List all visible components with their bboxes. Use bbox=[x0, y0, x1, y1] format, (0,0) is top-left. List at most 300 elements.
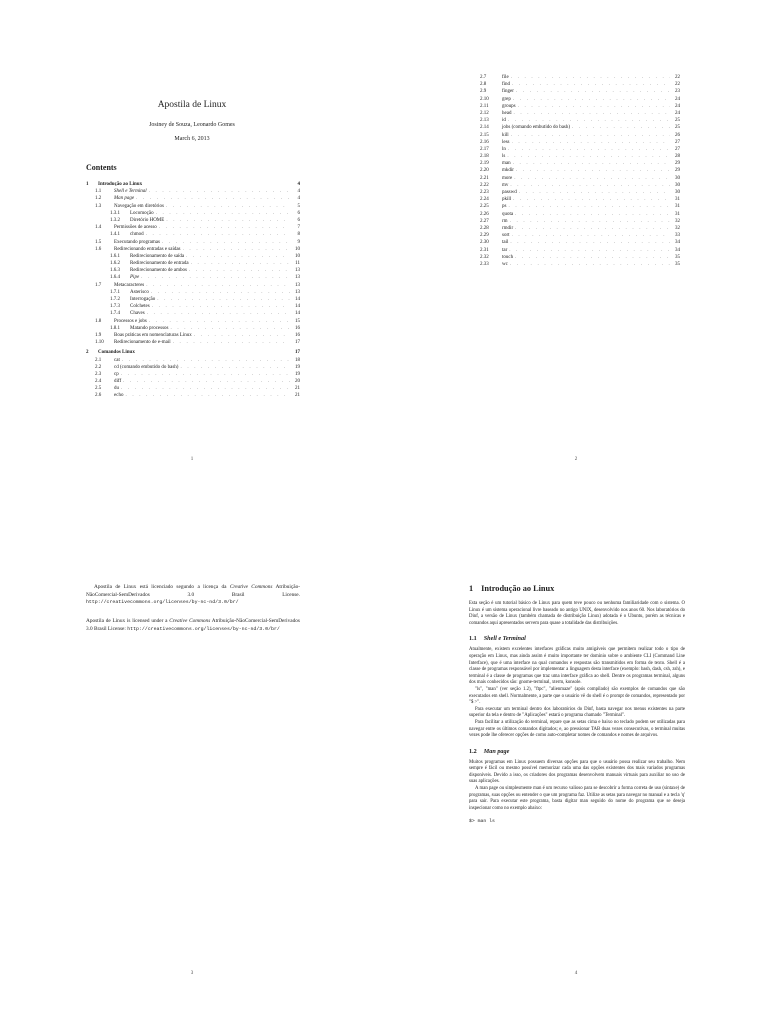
toc-entry[interactable] bbox=[86, 282, 300, 289]
command-example: $> man ls bbox=[469, 819, 495, 825]
toc-entry-number: 1 bbox=[86, 182, 89, 187]
toc-entry-number: 2.14 bbox=[480, 125, 489, 131]
toc-entry-label: Asterisco bbox=[130, 289, 149, 295]
toc-entry-number: 2.32 bbox=[480, 254, 489, 260]
toc-entry-page: 22 bbox=[675, 82, 680, 88]
toc-entry-number: 2.19 bbox=[480, 161, 489, 167]
toc-entry-number: 1.6.2 bbox=[110, 261, 120, 267]
toc-entry-number: 1.1 bbox=[95, 189, 102, 195]
toc-entry-page: 18 bbox=[295, 357, 300, 363]
toc-entry-number: 2.31 bbox=[480, 247, 489, 253]
toc-leader-dots bbox=[125, 392, 290, 399]
toc-leader-dots bbox=[511, 74, 670, 81]
toc-entry-page: 16 bbox=[295, 325, 300, 331]
toc-entry-number: 1.5 bbox=[95, 239, 102, 245]
toc-entry-label: passwd bbox=[502, 190, 517, 195]
toc-leader-dots bbox=[510, 239, 670, 246]
license-notice-pt bbox=[86, 584, 300, 607]
toc-entry-label: head bbox=[502, 110, 512, 116]
toc-entry-label: ln bbox=[502, 146, 506, 152]
section-heading-1 bbox=[469, 584, 685, 593]
toc-leader-dots bbox=[513, 110, 670, 117]
toc-entry-number: 1.7.3 bbox=[110, 304, 120, 310]
toc-entry-page: 32 bbox=[675, 225, 680, 231]
toc-entry[interactable] bbox=[86, 253, 300, 260]
toc-leader-dots bbox=[189, 267, 290, 274]
toc-entry-page: 4 bbox=[297, 182, 300, 187]
toc-entry-page: 16 bbox=[295, 332, 300, 338]
toc-leader-dots bbox=[136, 195, 290, 202]
toc-entry-label: Redirecionamento de ambos bbox=[130, 268, 187, 274]
toc-entry-page: 21 bbox=[295, 386, 300, 392]
toc-entry[interactable] bbox=[480, 146, 680, 153]
toc-entry-label: sort bbox=[502, 233, 510, 239]
toc-entry-page: 7 bbox=[297, 225, 300, 231]
toc-entry[interactable] bbox=[86, 296, 300, 303]
toc-entry[interactable] bbox=[86, 332, 300, 339]
toc-leader-dots bbox=[518, 103, 670, 110]
toc-entry-label: Processos e jobs bbox=[114, 318, 147, 324]
toc-entry-label: quota bbox=[502, 211, 514, 217]
toc-entry[interactable] bbox=[86, 371, 300, 378]
license-en-url[interactable]: http://creativecommons.org/licenses/by-nc-nd/3.0/br/ bbox=[127, 626, 280, 632]
toc-entry-number: 2.27 bbox=[480, 218, 489, 224]
toc-entry-label: Redirecionamento de entrada bbox=[130, 261, 189, 267]
toc-entry-label: rm bbox=[502, 218, 508, 224]
toc-entry[interactable] bbox=[480, 96, 680, 103]
toc-entry-page: 25 bbox=[675, 125, 680, 131]
section-title: Introdução ao Linux bbox=[481, 584, 555, 593]
toc-entry-number: 2.2 bbox=[95, 364, 102, 370]
toc-entry-number: 2.29 bbox=[480, 233, 489, 239]
page-number: 1 bbox=[190, 457, 194, 462]
document-date: March 6, 2013 bbox=[174, 136, 210, 142]
toc-entry[interactable] bbox=[480, 88, 680, 95]
toc-entry-number: 1.7.1 bbox=[110, 289, 120, 295]
toc-entry-label: Permissões de acesso bbox=[114, 225, 157, 231]
toc-entry-label: touch bbox=[502, 254, 514, 260]
document-title: Apostila de Linux bbox=[157, 100, 227, 110]
license-notice-en bbox=[86, 618, 300, 633]
toc-entry-page: 27 bbox=[675, 146, 680, 152]
license-pt-rest: Atribuição-NãoComercial-SemDerivados 3.0 Brasil License. bbox=[86, 584, 300, 598]
toc-entry[interactable] bbox=[86, 364, 300, 371]
toc-entry-label: finger bbox=[502, 89, 514, 95]
toc-entry[interactable] bbox=[480, 211, 680, 218]
toc-entry-page: 32 bbox=[675, 218, 680, 224]
toc-entry[interactable] bbox=[480, 189, 680, 196]
toc-entry-number: 1.9 bbox=[95, 332, 102, 338]
toc-entry-page: 14 bbox=[295, 297, 300, 302]
toc-entry[interactable] bbox=[86, 231, 300, 238]
toc-entry-number: 2.13 bbox=[480, 118, 489, 124]
toc-entry-number: 2.9 bbox=[480, 89, 487, 95]
toc-leader-dots bbox=[519, 189, 670, 196]
toc-leader-dots bbox=[157, 296, 290, 303]
toc-entry[interactable] bbox=[480, 167, 680, 174]
toc-entry[interactable] bbox=[480, 247, 680, 254]
toc-entry[interactable] bbox=[86, 318, 300, 325]
toc-entry-number: 1.6.1 bbox=[110, 253, 120, 259]
toc-leader-dots bbox=[156, 210, 290, 217]
toc-leader-dots bbox=[186, 253, 290, 260]
toc-entry-label: Pipe bbox=[130, 275, 140, 281]
toc-entry-page: 13 bbox=[295, 268, 300, 274]
toc-entry-page: 21 bbox=[295, 393, 300, 399]
toc-entry[interactable] bbox=[480, 261, 680, 268]
toc-entry-page: 15 bbox=[295, 318, 300, 324]
page-4 bbox=[384, 512, 768, 1024]
toc-entry[interactable] bbox=[86, 203, 300, 210]
toc-entry-page: 19 bbox=[295, 364, 300, 370]
shell-paragraph-1: Atualmente, existem excelentes interfaces gráficas muito amigáveis que permitem realizar todo o tipo de operação em Linux, mas ainda assim é muito importante ter domínio sobre o ambiente CLI (Command Line Interface), que é uma interface na qual comandos e respostas são transmitidos em forma de texto. Shell é a classe de programas responsável por implementar a linguagem desta interface (exemplo: bash, dash, csh, zsh), e terminal é a classe de programas que traz uma interface gráfica ao shell. Dentre os programas terminal, alguns dos mais conhecidos são: gnome-terminal, xterm, konsole. bbox=[469, 647, 685, 686]
toc-entry[interactable] bbox=[480, 175, 680, 182]
toc-entry-label: Redirecionando entradas e saídas bbox=[114, 246, 181, 252]
toc-entry-page: 28 bbox=[675, 154, 680, 160]
toc-entry-label: kill bbox=[502, 132, 509, 138]
toc-entry-page: 24 bbox=[675, 103, 680, 109]
toc-entry-page: 29 bbox=[675, 161, 680, 167]
toc-entry-number: 1.10 bbox=[95, 340, 104, 346]
page-number: 4 bbox=[574, 971, 578, 976]
toc-leader-dots bbox=[166, 217, 290, 224]
toc-entry-page: 5 bbox=[297, 203, 300, 209]
toc-entry-label: Redirecionamento de saída bbox=[130, 253, 185, 259]
toc-leader-dots bbox=[514, 175, 670, 182]
toc-entry-number: 1.3.2 bbox=[110, 217, 120, 223]
toc-entry[interactable] bbox=[86, 224, 300, 231]
subsection-title: Man page bbox=[483, 747, 510, 755]
toc-entry-label: Boas práticas em nomenclaturas Linux bbox=[114, 332, 192, 338]
toc-leader-dots bbox=[162, 239, 290, 246]
toc-leader-dots bbox=[507, 153, 670, 160]
toc-leader-dots bbox=[121, 385, 290, 392]
toc-entry-page: 34 bbox=[675, 247, 680, 253]
shell-paragraph-3: Para executar um terminal dentro dos laboratórios do Dinf, basta navegar nos menus existentes na parte superior da tela e dentro de "Aplicações" estará o programa chamado "Terminal". bbox=[469, 706, 685, 719]
toc-entry[interactable] bbox=[480, 232, 680, 239]
toc-entry-label: mkdir bbox=[502, 168, 514, 174]
toc-entry-number: 2.12 bbox=[480, 110, 489, 116]
license-en-lead: Apostila de Linux is licensed under a bbox=[86, 618, 170, 624]
toc-entry-label: Redirecionamento de e-mail bbox=[114, 340, 171, 346]
toc-entry[interactable] bbox=[480, 117, 680, 124]
toc-leader-dots bbox=[149, 188, 290, 195]
chapter-body bbox=[469, 584, 685, 824]
toc-entry[interactable] bbox=[86, 239, 300, 246]
toc-leader-dots bbox=[159, 224, 290, 231]
toc-entry[interactable] bbox=[480, 203, 680, 210]
page-3 bbox=[0, 512, 384, 1024]
toc-entry-page: 25 bbox=[675, 118, 680, 124]
toc-entry-label: tail bbox=[502, 240, 509, 246]
toc-entry[interactable] bbox=[86, 289, 300, 296]
toc-leader-dots bbox=[149, 318, 290, 325]
toc-entry-number: 2.16 bbox=[480, 139, 489, 145]
toc-leader-dots bbox=[122, 357, 290, 364]
toc-entry-label: chmod bbox=[130, 232, 144, 238]
toc-entry-page: 35 bbox=[675, 261, 680, 267]
toc-entry[interactable] bbox=[86, 267, 300, 274]
toc-leader-dots bbox=[516, 88, 670, 95]
toc-leader-dots bbox=[512, 81, 670, 88]
toc-entry-label: jobs (comando embutido do bash) bbox=[502, 125, 571, 131]
toc-entry-page: 17 bbox=[295, 340, 300, 346]
toc-entry-page: 24 bbox=[675, 110, 680, 116]
toc-entry-label: Executando programas bbox=[114, 239, 160, 245]
toc-entry-number: 1.4.1 bbox=[110, 232, 120, 238]
toc-entry-label: diff bbox=[114, 379, 122, 385]
toc-entry-label: Navegação em diretórios bbox=[114, 203, 164, 209]
toc-entry-page: 10 bbox=[295, 246, 300, 252]
toc-entry-label: Comandos Linux bbox=[98, 350, 135, 356]
toc-entry[interactable] bbox=[480, 103, 680, 110]
toc-entry-label: rmdir bbox=[502, 225, 514, 231]
license-en-rest: Atribuição-NãoComercial-SemDerivados 3.0 Brasil License: bbox=[86, 618, 300, 632]
section-heading-1-2 bbox=[469, 748, 685, 755]
toc-leader-dots bbox=[515, 225, 670, 232]
toc-entry-number: 2.5 bbox=[95, 386, 102, 392]
toc-entry-number: 2.28 bbox=[480, 225, 489, 231]
toc-entry-number: 2.6 bbox=[95, 393, 102, 399]
license-pt-cc: Creative Commons bbox=[229, 584, 273, 590]
toc-entry[interactable] bbox=[480, 132, 680, 139]
toc-entry[interactable] bbox=[86, 195, 300, 202]
toc-leader-dots bbox=[515, 254, 670, 261]
license-pt-url[interactable]: http://creativecommons.org/licenses/by-nc-nd/3.0/br/ bbox=[86, 600, 239, 606]
toc-entry-number: 2.22 bbox=[480, 182, 489, 188]
toc-leader-dots bbox=[508, 203, 670, 210]
toc-entry-page: 29 bbox=[675, 168, 680, 174]
toc-entry-page: 17 bbox=[295, 350, 300, 356]
toc-entry-label: Interrogação bbox=[130, 297, 156, 302]
toc-entry[interactable] bbox=[480, 254, 680, 261]
toc-entry-label: man bbox=[502, 161, 511, 167]
toc-leader-dots bbox=[152, 303, 290, 310]
toc-entry-page: 14 bbox=[295, 311, 300, 317]
table-of-contents-continued bbox=[480, 74, 680, 268]
toc-entry-label: Man page bbox=[114, 196, 135, 202]
toc-leader-dots bbox=[173, 339, 290, 346]
intro-paragraph: Esta seção é um tutorial básico de Linux para quem teve pouco ou nenhuma familiaridade com o sistema. O Linux é um sistema operacional livre baseado no antigo UNIX, desenvolvido nos anos 60. Nos laboratórios do Dinf, a versão de Linux (também chamada de distribuição Linux) adotada é o Ubuntu, porém as técnicas e comandos aqui apresentados servem para quase a totalidade das distribuições. bbox=[469, 601, 685, 626]
toc-entry-number: 2.11 bbox=[480, 103, 489, 109]
toc-entry-page: 31 bbox=[675, 211, 680, 217]
toc-entry-page: 26 bbox=[675, 132, 680, 138]
toc-entry-number: 1.7.4 bbox=[110, 311, 120, 317]
toc-entry[interactable] bbox=[86, 210, 300, 217]
toc-entry[interactable] bbox=[86, 385, 300, 392]
toc-entry-label: mv bbox=[502, 182, 509, 188]
toc-entry-label: less bbox=[502, 139, 510, 145]
page-1 bbox=[0, 0, 384, 512]
toc-entry-number: 2.20 bbox=[480, 168, 489, 174]
toc-leader-dots bbox=[146, 282, 290, 289]
toc-entry-label: Locomoção bbox=[130, 210, 154, 216]
toc-entry-number: 2.8 bbox=[480, 82, 487, 88]
contents-heading: Contents bbox=[86, 163, 117, 172]
toc-entry-number: 2.15 bbox=[480, 132, 489, 138]
toc-entry[interactable] bbox=[86, 310, 300, 317]
page-number: 2 bbox=[574, 457, 578, 462]
toc-leader-dots bbox=[166, 203, 290, 210]
toc-leader-dots bbox=[121, 371, 290, 378]
toc-entry-page: 13 bbox=[295, 289, 300, 295]
toc-entry[interactable] bbox=[480, 182, 680, 189]
toc-leader-dots bbox=[180, 364, 290, 371]
toc-entry[interactable] bbox=[86, 246, 300, 253]
shell-paragraph-2: "ls", "man" (ver seção 1.2), "ftpc", "alienmaze" (após compilado) são exemplos de comandos que são executados em shell. Normalmente, a parte que o usuário vê do shell é o prompt de comandos, representado por "$ >". bbox=[469, 686, 685, 706]
toc-entry-number: 2.30 bbox=[480, 240, 489, 246]
toc-entry-number: 1.4 bbox=[95, 225, 102, 231]
toc-entry-page: 19 bbox=[295, 371, 300, 377]
toc-leader-dots bbox=[508, 146, 670, 153]
toc-entry[interactable] bbox=[480, 218, 680, 225]
toc-entry-page: 4 bbox=[297, 196, 300, 202]
toc-leader-dots bbox=[510, 261, 670, 268]
toc-entry[interactable] bbox=[86, 274, 300, 281]
section-number: 1 bbox=[469, 584, 474, 593]
toc-leader-dots bbox=[513, 196, 670, 203]
toc-leader-dots bbox=[512, 232, 671, 239]
toc-entry-label: echo bbox=[114, 393, 124, 399]
toc-entry-number: 2.10 bbox=[480, 96, 489, 102]
toc-entry-page: 31 bbox=[675, 204, 680, 210]
toc-entry-number: 1.8.1 bbox=[110, 325, 120, 331]
toc-entry-page: 22 bbox=[675, 75, 680, 80]
section-heading-1-1 bbox=[469, 635, 685, 642]
toc-entry[interactable] bbox=[86, 260, 300, 267]
toc-entry-page: 34 bbox=[675, 240, 680, 246]
toc-entry[interactable] bbox=[86, 392, 300, 399]
toc-entry[interactable] bbox=[480, 196, 680, 203]
toc-entry[interactable] bbox=[86, 217, 300, 224]
toc-entry-label: du bbox=[114, 386, 119, 392]
toc-entry-number: 1.6.3 bbox=[110, 268, 120, 274]
toc-entry-page: 4 bbox=[297, 189, 300, 195]
toc-entry-number: 1.8 bbox=[95, 318, 102, 324]
toc-leader-dots bbox=[511, 132, 670, 139]
toc-entry[interactable] bbox=[480, 74, 680, 81]
toc-entry-page: 10 bbox=[295, 253, 300, 259]
table-of-contents bbox=[86, 178, 300, 400]
toc-leader-dots bbox=[123, 378, 290, 385]
toc-entry-label: groups bbox=[502, 103, 516, 109]
subsection-number: 1.2 bbox=[469, 747, 477, 755]
toc-entry[interactable] bbox=[480, 153, 680, 160]
toc-leader-dots bbox=[146, 231, 290, 238]
toc-entry-label: file bbox=[502, 75, 509, 80]
toc-leader-dots bbox=[512, 139, 671, 146]
toc-entry-label: Matando processos bbox=[130, 325, 169, 331]
toc-entry-page: 13 bbox=[295, 282, 300, 288]
toc-entry-label: tar bbox=[502, 247, 508, 253]
toc-entry[interactable] bbox=[480, 225, 680, 232]
toc-leader-dots bbox=[508, 117, 670, 124]
toc-entry-page: 30 bbox=[675, 182, 680, 188]
toc-entry-page: 11 bbox=[295, 261, 300, 267]
toc-entry[interactable] bbox=[480, 110, 680, 117]
toc-leader-dots bbox=[151, 289, 290, 296]
toc-entry-label: Chaves bbox=[130, 311, 145, 317]
toc-entry-page: 35 bbox=[675, 254, 680, 260]
toc-entry-number: 2.7 bbox=[480, 75, 487, 80]
toc-entry-label: wc bbox=[502, 261, 508, 267]
toc-entry-number: 2.18 bbox=[480, 154, 489, 160]
shell-paragraph-4: Para facilitar a utilização do terminal, repare que as setas cima e baixo no teclado podem ser utilizadas para navegar entre os últimos comandos digitados; e, ao pressionar TAB duas vezes consecutivas, o terminal muitas vezes pode lhe oferecer opções de como auto-completar nomes de comandos e nomes de arquivos. bbox=[469, 719, 685, 739]
toc-entry[interactable] bbox=[86, 378, 300, 385]
toc-entry-label: Introdução ao Linux bbox=[98, 182, 143, 187]
toc-entry-page: 6 bbox=[297, 217, 300, 223]
toc-entry-number: 1.6 bbox=[95, 246, 102, 252]
toc-entry-page: 30 bbox=[675, 175, 680, 181]
toc-entry-number: 2.25 bbox=[480, 204, 489, 210]
toc-entry-number: 2.1 bbox=[95, 357, 102, 363]
toc-entry[interactable] bbox=[480, 160, 680, 167]
toc-entry[interactable] bbox=[86, 303, 300, 310]
toc-entry-page: 9 bbox=[297, 239, 300, 245]
toc-entry-number: 2.3 bbox=[95, 371, 102, 377]
toc-entry-page: 23 bbox=[675, 89, 680, 95]
toc-entry[interactable] bbox=[86, 325, 300, 332]
toc-entry-number: 1.7.2 bbox=[110, 297, 120, 302]
toc-entry-number: 1.3.1 bbox=[110, 210, 120, 216]
toc-entry[interactable] bbox=[86, 339, 300, 346]
toc-leader-dots bbox=[194, 332, 290, 339]
toc-entry-label: ls bbox=[502, 154, 506, 160]
toc-leader-dots bbox=[509, 247, 670, 254]
toc-leader-dots bbox=[141, 274, 290, 281]
page-2 bbox=[384, 0, 768, 512]
toc-entry-number: 1.2 bbox=[95, 196, 102, 202]
toc-entry[interactable] bbox=[86, 188, 300, 195]
manpage-paragraph-2: A man page ou simplesmente man é um recurso valioso para se descobrir a forma correta de uso (sintaxe) de programas, suas opções ou entender o que um programa faz. Utilize as setas para navegar no manual e a tecla 'q' para sair. Para executar este programa, basta digitar man seguido do nome do programa que se deseja inspecionar como no exemplo abaixo: bbox=[469, 786, 685, 811]
page-number: 3 bbox=[190, 971, 194, 976]
toc-entry-number: 2.26 bbox=[480, 211, 489, 217]
toc-entry[interactable] bbox=[86, 181, 300, 188]
toc-entry-number: 2.17 bbox=[480, 146, 489, 152]
subsection-title: Shell e Terminal bbox=[483, 635, 526, 643]
toc-leader-dots bbox=[516, 167, 670, 174]
toc-entry-label: find bbox=[502, 82, 511, 88]
license-en-cc: Creative Commons bbox=[169, 618, 211, 624]
toc-entry-page: 31 bbox=[675, 197, 680, 203]
toc-entry-page: 27 bbox=[675, 139, 680, 145]
toc-entry[interactable] bbox=[86, 349, 300, 356]
toc-entry-page: 24 bbox=[675, 96, 680, 102]
toc-entry-page: 8 bbox=[297, 232, 300, 238]
toc-entry-number: 1.3 bbox=[95, 203, 102, 209]
toc-entry[interactable] bbox=[480, 139, 680, 146]
toc-entry-label: id bbox=[502, 118, 506, 124]
toc-entry-number: 2.24 bbox=[480, 197, 489, 203]
document-authors: Josiney de Souza, Leonardo Gomes bbox=[149, 122, 235, 128]
toc-entry-number: 1.6.4 bbox=[110, 275, 120, 281]
toc-leader-dots bbox=[513, 160, 670, 167]
toc-entry-number: 2.21 bbox=[480, 175, 489, 181]
toc-entry-page: 33 bbox=[675, 233, 680, 239]
toc-entry[interactable] bbox=[480, 124, 680, 131]
subsection-number: 1.1 bbox=[469, 635, 477, 643]
toc-leader-dots bbox=[147, 310, 290, 317]
toc-entry-label: Diretório HOME bbox=[130, 217, 165, 223]
toc-entry-page: 6 bbox=[297, 210, 300, 216]
toc-leader-dots bbox=[170, 325, 290, 332]
toc-entry[interactable] bbox=[480, 239, 680, 246]
toc-entry[interactable] bbox=[480, 81, 680, 88]
toc-entry-number: 2.23 bbox=[480, 190, 489, 195]
toc-entry[interactable] bbox=[86, 357, 300, 364]
toc-entry-label: more bbox=[502, 175, 513, 181]
toc-entry-label: grep bbox=[502, 96, 511, 102]
